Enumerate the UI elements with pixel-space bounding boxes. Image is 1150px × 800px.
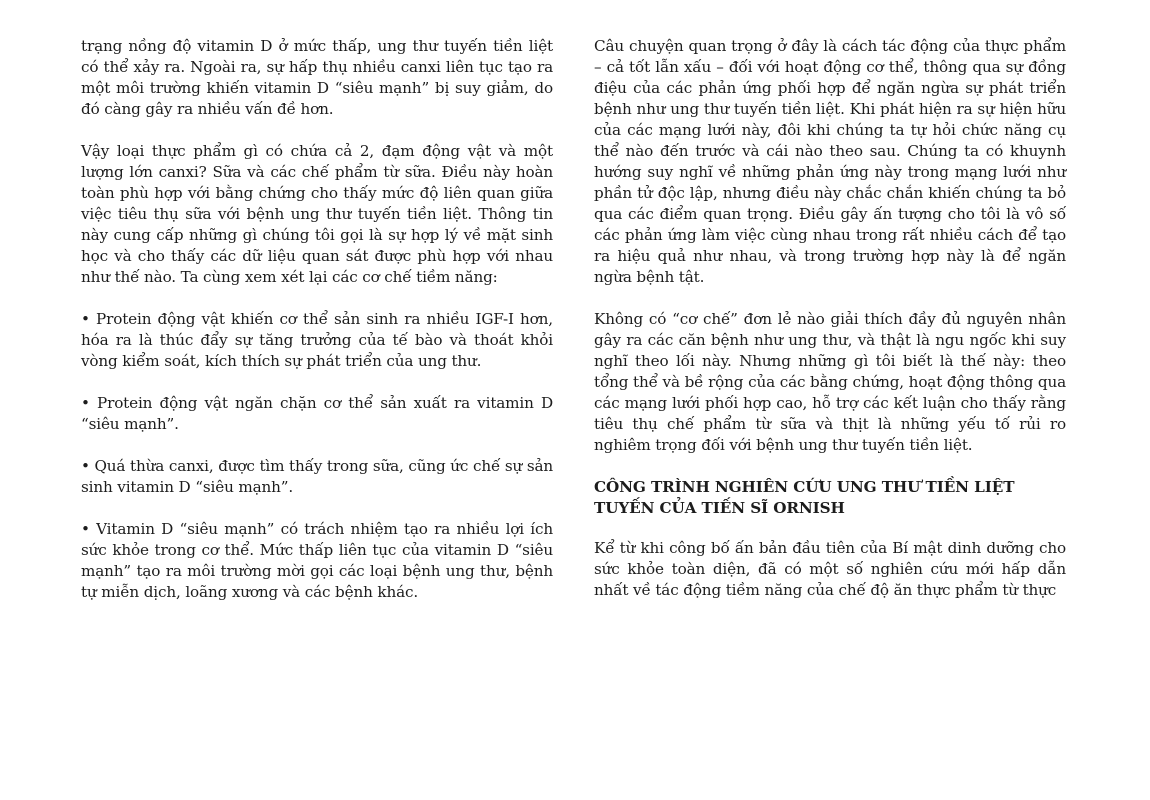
paragraph-no-single-mechanism: Không có “cơ chế” đơn lẻ nào giải thích đầy đủ nguyên nhân gây ra các căn bệnh như ung thư, và thật là ngu ngốc khi suy nghĩ theo lối này. Nhưng những gì tôi biết là thế này: theo tổng thể và bề rộng của các bằng chứng, hoạt động thông qua các mạng lưới phối hợp cao, hỗ trợ các kết luận cho thấy rằng tiêu thụ chế phẩm từ sữa và thịt là những yếu tố rủi ro nghiêm trọng đối với bệnh ung thư tuyến tiền liệt. (594, 310, 1066, 454)
bullet-protein-vitamin-d: • Protein động vật ngăn chặn cơ thể sản xuất ra vitamin D “siêu mạnh”. (81, 394, 553, 433)
bullet-calcium-excess: • Quá thừa canxi, được tìm thấy trong sữa, cũng ức chế sự sản sinh vitamin D “siêu mạnh”. (81, 457, 553, 496)
bullet-igf-protein: • Protein động vật khiến cơ thể sản sinh ra nhiều IGF-I hơn, hóa ra là thúc đẩy sự tăng trưởng của tế bào và thoát khỏi vòng kiểm soát, kích thích sự phát triển của ung thư. (81, 310, 553, 370)
paragraph-vitamin-d-low: trạng nồng độ vitamin D ở mức thấp, ung thư tuyến tiền liệt có thể xảy ra. Ngoài ra, sự hấp thụ nhiều canxi liên tục tạo ra một môi trường khiến vitamin D “siêu mạnh” bị suy giảm, do đó càng gây ra nhiều vấn đề hơn. (81, 37, 553, 118)
bullet-vitamin-d-benefits: • Vitamin D “siêu mạnh” có trách nhiệm tạo ra nhiều lợi ích sức khỏe trong cơ thể. Mức thấp liên tục của vitamin D “siêu mạnh” tạo ra môi trường mời gọi các loại bệnh ung thư, bệnh tự miễn dịch, loãng xương và các bệnh khác. (81, 520, 553, 601)
paragraph-dairy-evidence: Vậy loại thực phẩm gì có chứa cả 2, đạm động vật và một lượng lớn canxi? Sữa và các chế phẩm từ sữa. Điều này hoàn toàn phù hợp với bằng chứng cho thấy mức độ liên quan giữa việc tiêu thụ sữa với bệnh ung thư tuyến tiền liệt. Thông tin này cung cấp những gì chúng tôi gọi là sự hợp lý về mặt sinh học và cho thấy các dữ liệu quan sát được phù hợp với nhau như thế nào. Ta cùng xem xét lại các cơ chế tiềm năng: (81, 142, 553, 286)
paragraph-ornish-intro: Kể từ khi công bố ấn bản đầu tiên của Bí mật dinh dưỡng cho sức khỏe toàn diện, đã có một số nghiên cứu mới hấp dẫn nhất về tác động tiềm năng của chế độ ăn thực phẩm từ thực (594, 539, 1066, 599)
paragraph-food-networks: Câu chuyện quan trọng ở đây là cách tác động của thực phẩm – cả tốt lẫn xấu – đối với hoạt động cơ thể, thông qua sự đồng điệu của các phản ứng phối hợp để ngăn ngừa sự phát triển bệnh như ung thư tuyến tiền liệt. Khi phát hiện ra sự hiện hữu của các mạng lưới này, đôi khi chúng ta tự hỏi chức năng cụ thể nào đến trước và cái nào theo sau. Chúng ta có khuynh hướng suy nghĩ về những phản ứng này trong mạng lưới như phần tử độc lập, nhưng điều này chắc chắn khiến chúng ta bỏ qua các điểm quan trọng. Điều gây ấn tượng cho tôi là vô số các phản ứng làm việc cùng nhau trong rất nhiều cách để tạo ra hiệu quả như nhau, và trong trường hợp này là để ngăn ngừa bệnh tật. (594, 37, 1066, 286)
right-column (594, 36, 1066, 622)
left-column (81, 36, 553, 624)
section-heading-ornish: CÔNG TRÌNH NGHIÊN CỨU UNG THƯ TIỀN LIỆT TUYẾN CỦA TIẾN SĨ ORNISH (594, 478, 1015, 517)
